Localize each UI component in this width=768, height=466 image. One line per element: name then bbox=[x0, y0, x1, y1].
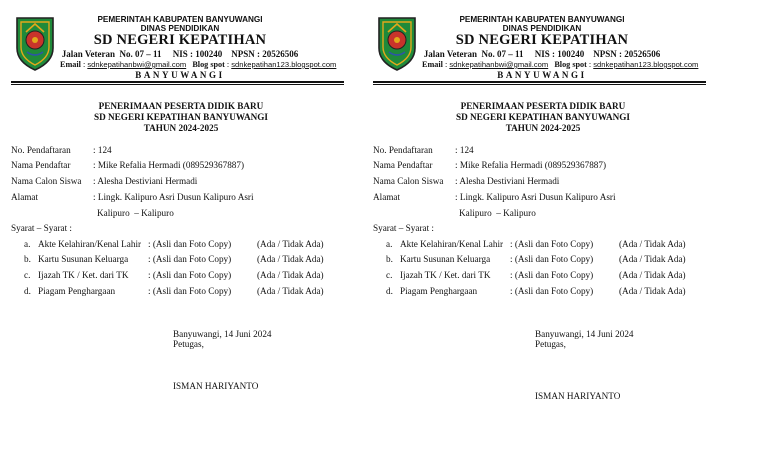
gov-header-line: PEMERINTAH KABUPATEN BANYUWANGI bbox=[459, 15, 625, 24]
gov-header-line: PEMERINTAH KABUPATEN BANYUWANGI bbox=[97, 15, 263, 24]
field-value: : Mike Refalia Hermadi (089529367887) bbox=[93, 160, 245, 170]
requirement-status: (Ada / Tidak Ada) bbox=[257, 286, 324, 296]
blog-label: Blog spot bbox=[554, 60, 587, 69]
requirement-copy: : (Asli dan Foto Copy) bbox=[510, 254, 594, 264]
requirement-letter: c. bbox=[24, 270, 31, 280]
requirement-letter: a. bbox=[24, 239, 31, 249]
officer-name: ISMAN HARIYANTO bbox=[173, 381, 259, 391]
blog-link[interactable]: sdnkepatihan123.blogspot.com bbox=[593, 60, 699, 69]
requirements-heading: Syarat – Syarat : bbox=[11, 223, 72, 233]
email-link[interactable]: sdnkepatihanbwi@gmail.com bbox=[449, 60, 549, 69]
place-date: Banyuwangi, 14 Juni 2024 bbox=[173, 329, 272, 339]
school-name: SD NEGERI KEPATIHAN bbox=[93, 32, 267, 48]
officer-role: Petugas, bbox=[173, 339, 204, 349]
place-date: Banyuwangi, 14 Juni 2024 bbox=[535, 329, 634, 339]
city-name: BANYUWANGI bbox=[497, 70, 587, 80]
banyuwangi-regency-emblem-icon bbox=[13, 14, 57, 72]
blog-link[interactable]: sdnkepatihan123.blogspot.com bbox=[231, 60, 337, 69]
email-link[interactable]: sdnkepatihanbwi@gmail.com bbox=[87, 60, 187, 69]
field-label: Nama Calon Siswa bbox=[373, 176, 444, 186]
field-value: : Alesha Destiviani Hermadi bbox=[455, 176, 560, 186]
requirement-copy: : (Asli dan Foto Copy) bbox=[148, 270, 232, 280]
doc-title-line: PENERIMAAN PESERTA DIDIK BARU bbox=[460, 101, 626, 111]
field-label: Alamat bbox=[11, 192, 39, 202]
requirement-copy: : (Asli dan Foto Copy) bbox=[510, 286, 594, 296]
field-value: : 124 bbox=[455, 145, 474, 155]
city-name: BANYUWANGI bbox=[135, 70, 225, 80]
school-address: Jalan Veteran No. 07 – 11 NIS : 100240 NPSN : 20526506 bbox=[423, 49, 661, 59]
field-label: Nama Calon Siswa bbox=[11, 176, 82, 186]
field-label: Alamat bbox=[373, 192, 401, 202]
requirement-copy: : (Asli dan Foto Copy) bbox=[148, 286, 232, 296]
officer-name: ISMAN HARIYANTO bbox=[535, 391, 621, 401]
school-contact: Email : sdnkepatihanbwi@gmail.com Blog spot : sdnkepatihan123.blogspot.com bbox=[422, 60, 699, 69]
email-label: Email bbox=[60, 60, 81, 69]
requirement-item: Akte Kelahiran/Kenal Lahir bbox=[38, 239, 142, 249]
field-value: : 124 bbox=[93, 145, 112, 155]
requirement-item: Akte Kelahiran/Kenal Lahir bbox=[400, 239, 504, 249]
requirement-item: Piagam Penghargaan bbox=[400, 286, 478, 296]
field-label: No. Pendaftaran bbox=[373, 145, 433, 155]
requirement-copy: : (Asli dan Foto Copy) bbox=[510, 239, 594, 249]
requirement-status: (Ada / Tidak Ada) bbox=[619, 286, 686, 296]
field-label: Nama Pendaftar bbox=[11, 160, 71, 170]
address-continuation: Kalipuro – Kalipuro bbox=[97, 208, 174, 218]
field-value: : Alesha Destiviani Hermadi bbox=[93, 176, 198, 186]
requirement-letter: d. bbox=[24, 286, 31, 296]
header-divider bbox=[11, 81, 344, 83]
address-continuation: Kalipuro – Kalipuro bbox=[459, 208, 536, 218]
requirement-status: (Ada / Tidak Ada) bbox=[619, 239, 686, 249]
requirement-letter: b. bbox=[24, 254, 31, 264]
requirement-letter: c. bbox=[386, 270, 393, 280]
doc-title-line: TAHUN 2024-2025 bbox=[505, 123, 581, 133]
requirement-item: Piagam Penghargaan bbox=[38, 286, 116, 296]
blog-label: Blog spot bbox=[192, 60, 225, 69]
doc-title-line: SD NEGERI KEPATIHAN BANYUWANGI bbox=[94, 112, 268, 122]
field-value: : Mike Refalia Hermadi (089529367887) bbox=[455, 160, 607, 170]
doc-title-line: SD NEGERI KEPATIHAN BANYUWANGI bbox=[456, 112, 630, 122]
officer-role: Petugas, bbox=[535, 339, 566, 349]
doc-title-line: PENERIMAAN PESERTA DIDIK BARU bbox=[98, 101, 264, 111]
header-divider-thin bbox=[11, 84, 344, 85]
requirement-status: (Ada / Tidak Ada) bbox=[257, 270, 324, 280]
doc-title-line: TAHUN 2024-2025 bbox=[143, 123, 219, 133]
requirement-status: (Ada / Tidak Ada) bbox=[257, 254, 324, 264]
requirement-letter: b. bbox=[386, 254, 393, 264]
requirement-status: (Ada / Tidak Ada) bbox=[619, 270, 686, 280]
dept-header-line: DINAS PENDIDIKAN bbox=[140, 24, 220, 33]
field-value: : Lingk. Kalipuro Asri Dusun Kalipuro Asri bbox=[455, 192, 616, 202]
school-address: Jalan Veteran No. 07 – 11 NIS : 100240 NPSN : 20526506 bbox=[61, 49, 299, 59]
requirement-status: (Ada / Tidak Ada) bbox=[257, 239, 324, 249]
requirement-status: (Ada / Tidak Ada) bbox=[619, 254, 686, 264]
requirement-copy: : (Asli dan Foto Copy) bbox=[510, 270, 594, 280]
banyuwangi-regency-emblem-icon bbox=[375, 14, 419, 72]
header-divider-thin bbox=[373, 84, 706, 85]
header-divider bbox=[373, 81, 706, 83]
requirement-letter: a. bbox=[386, 239, 393, 249]
registration-slip-right bbox=[362, 0, 724, 466]
school-name: SD NEGERI KEPATIHAN bbox=[455, 32, 629, 48]
dept-header-line: DINAS PENDIDIKAN bbox=[502, 24, 582, 33]
school-contact: Email : sdnkepatihanbwi@gmail.com Blog spot : sdnkepatihan123.blogspot.com bbox=[60, 60, 337, 69]
field-label: Nama Pendaftar bbox=[373, 160, 433, 170]
requirement-copy: : (Asli dan Foto Copy) bbox=[148, 254, 232, 264]
requirements-heading: Syarat – Syarat : bbox=[373, 223, 434, 233]
field-label: No. Pendaftaran bbox=[11, 145, 71, 155]
requirement-copy: : (Asli dan Foto Copy) bbox=[148, 239, 232, 249]
field-value: : Lingk. Kalipuro Asri Dusun Kalipuro Asri bbox=[93, 192, 254, 202]
requirement-item: Ijazah TK / Ket. dari TK bbox=[38, 270, 129, 280]
requirement-letter: d. bbox=[386, 286, 393, 296]
email-label: Email bbox=[422, 60, 443, 69]
registration-slip-left bbox=[0, 0, 362, 466]
requirement-item: Kartu Susunan Keluarga bbox=[400, 254, 491, 264]
requirement-item: Kartu Susunan Keluarga bbox=[38, 254, 129, 264]
requirement-item: Ijazah TK / Ket. dari TK bbox=[400, 270, 491, 280]
